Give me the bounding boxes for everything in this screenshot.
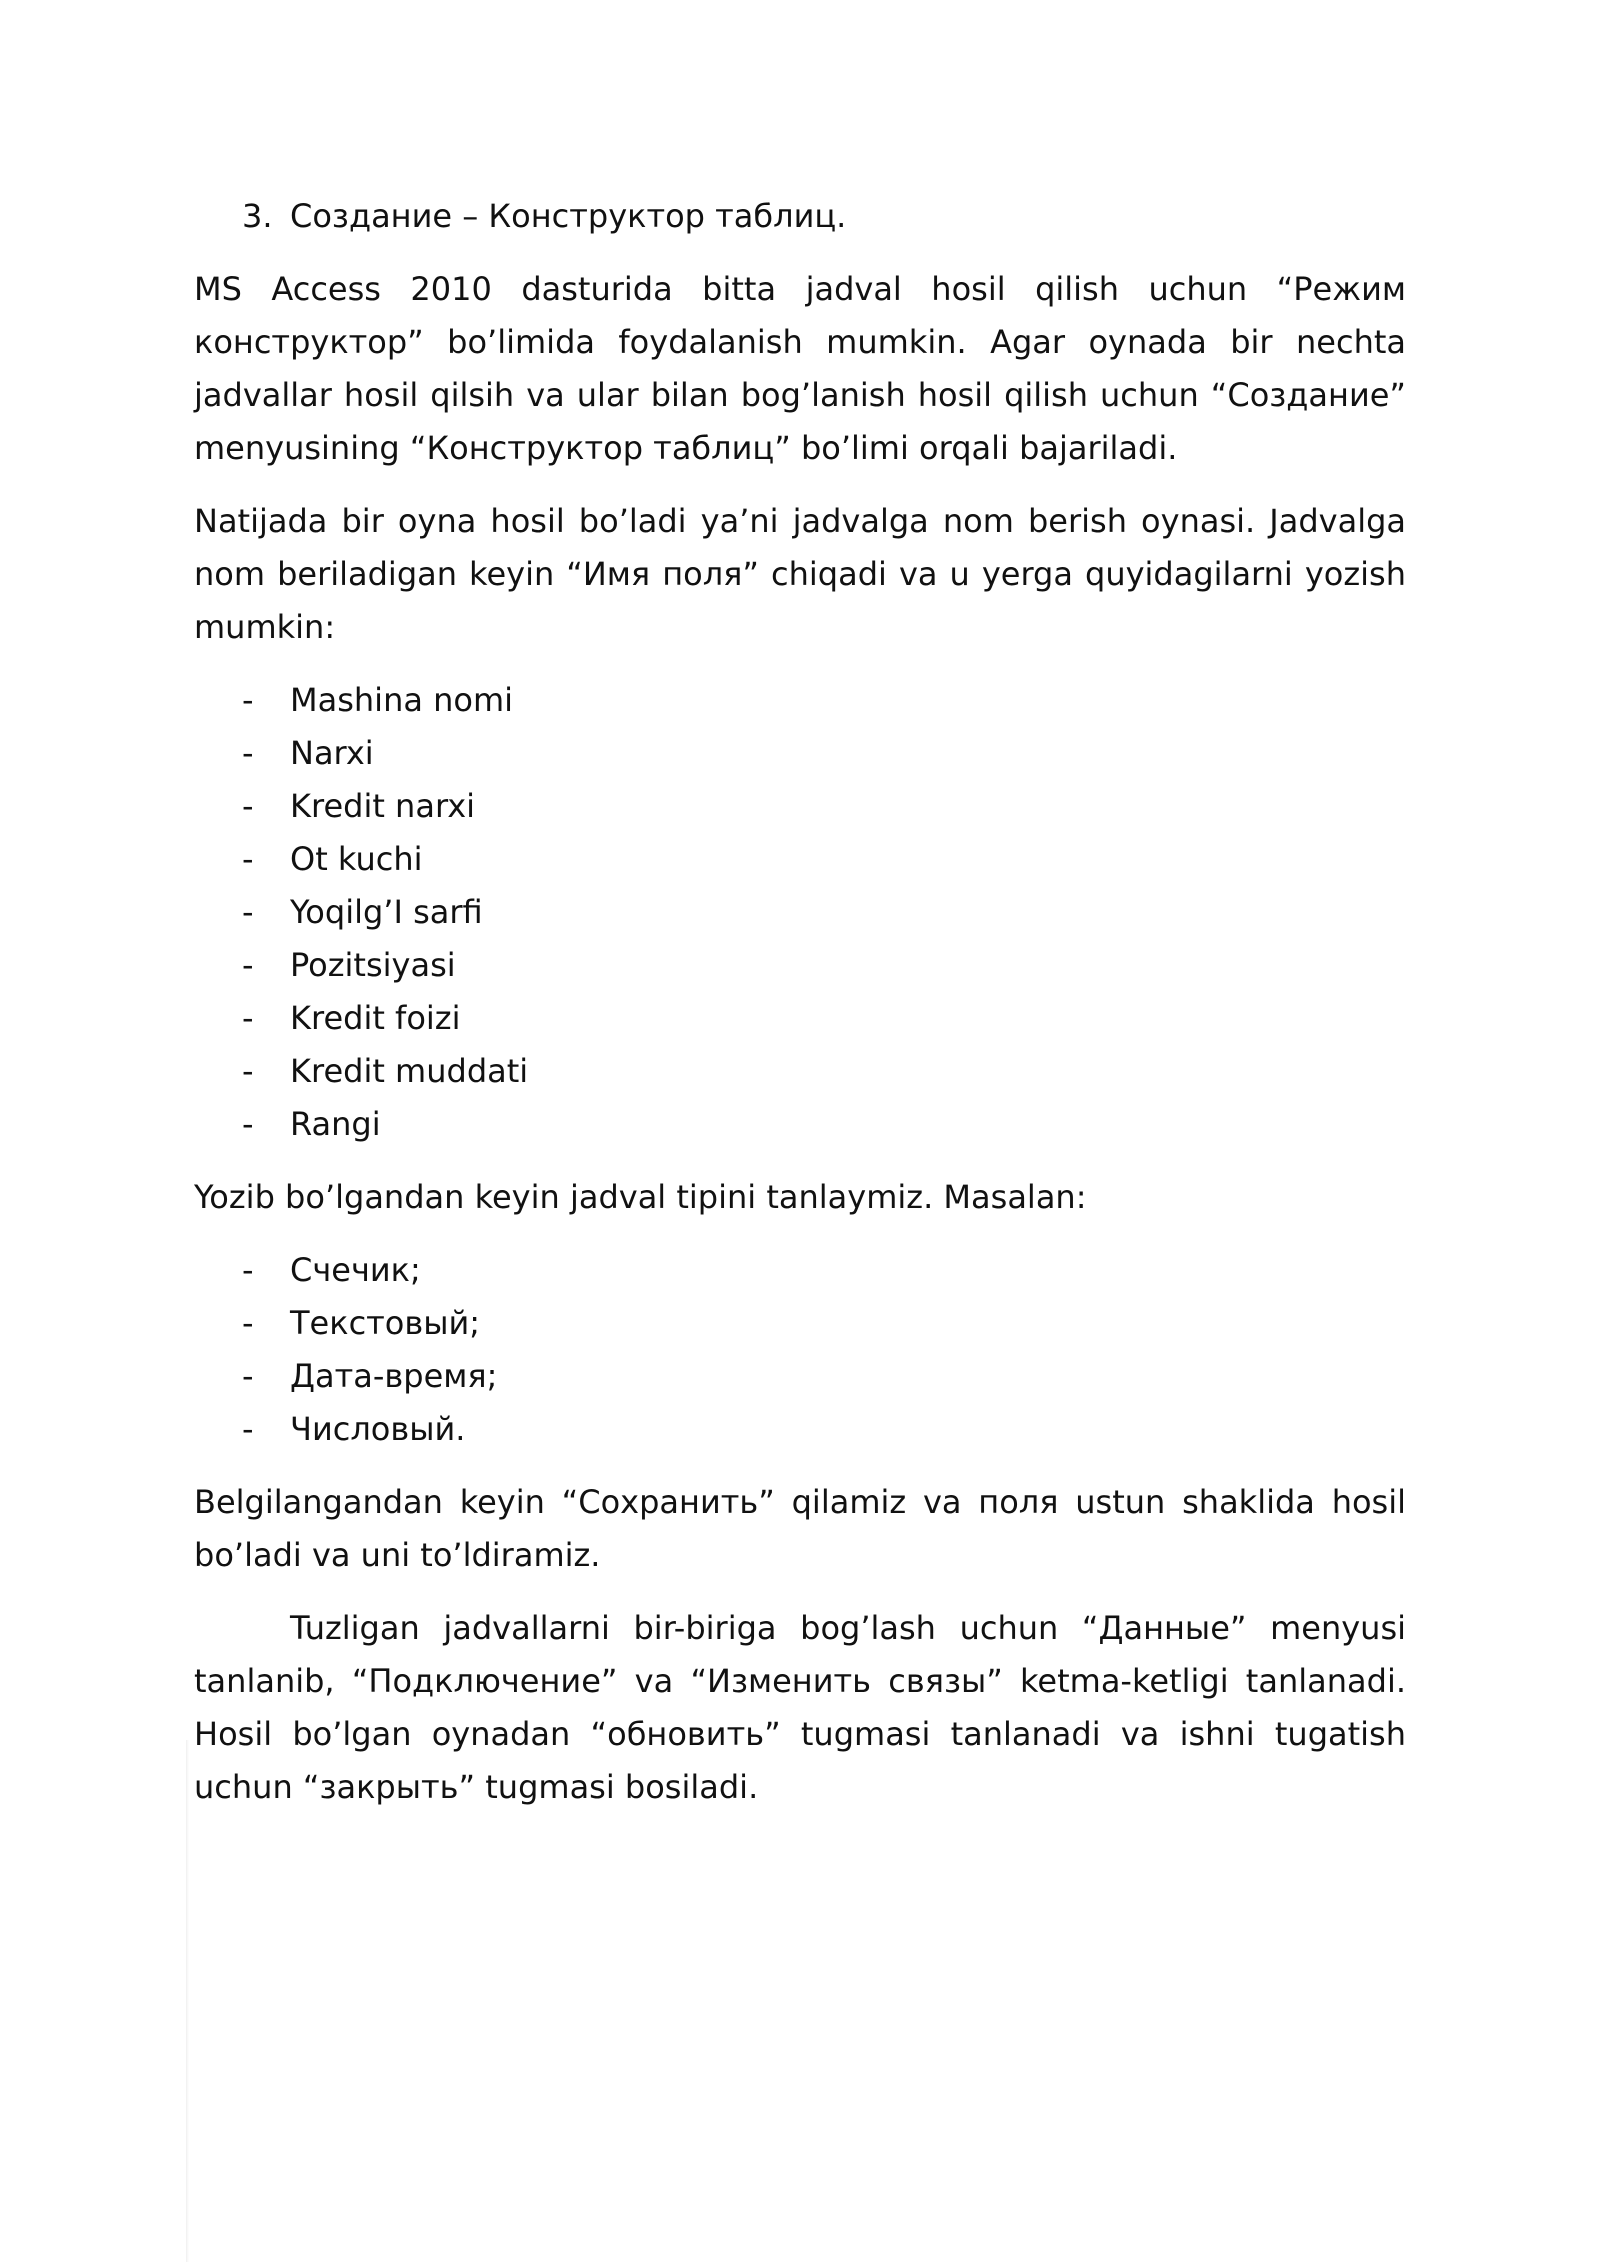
list-dash: - — [242, 1357, 254, 1395]
list-dash: - — [242, 893, 254, 931]
list-item-text: Narxi — [290, 734, 374, 772]
list-dash: - — [242, 1105, 254, 1143]
list-item-text: Ot kuchi — [290, 840, 423, 878]
list-item — [194, 1045, 1406, 1098]
paragraph-relations: Tuzligan jadvallarni bir-biriga bog’lash uchun “Данные” menyusi tanlanib, “Подключение” va “Изменить связы” ketma-ketligi tanlanadi. Hosil bo’lgan oynadan “обновить” tugmasi tanlanadi va ishni tugatish uchun “закрыть” tugmasi bosiladi. — [194, 1609, 1406, 1806]
list-item — [194, 1403, 1406, 1456]
list-dash: - — [242, 787, 254, 825]
section-number: 3. — [242, 197, 273, 235]
list-dash: - — [242, 681, 254, 719]
list-dash: - — [242, 946, 254, 984]
field-names-list — [194, 674, 1406, 1151]
list-item-text: Mashina nomi — [290, 681, 514, 719]
list-dash: - — [242, 1304, 254, 1342]
list-item-text: Текстовый; — [290, 1304, 481, 1342]
list-dash: - — [242, 999, 254, 1037]
field-types-list — [194, 1244, 1406, 1456]
list-dash: - — [242, 840, 254, 878]
page-edge-shadow — [186, 1740, 189, 2262]
paragraph-field-names: Natijada bir oyna hosil bo’ladi ya’ni jadvalga nom berish oynasi. Jadvalga nom beriladigan keyin “Имя поля” chiqadi va u yerga quyidagilarni yozish mumkin: — [194, 502, 1406, 646]
list-item — [194, 939, 1406, 992]
paragraph-save: Belgilangandan keyin “Сохранить” qilamiz va поля ustun shaklida hosil bo’ladi va uni to’ldiramiz. — [194, 1483, 1406, 1574]
list-item-text: Kredit foizi — [290, 999, 461, 1037]
document-body — [194, 190, 1406, 1834]
section-heading — [242, 190, 1406, 243]
list-item-text: Kredit muddati — [290, 1052, 529, 1090]
list-item — [194, 886, 1406, 939]
list-item — [194, 1098, 1406, 1151]
list-item-text: Pozitsiyasi — [290, 946, 456, 984]
list-item-text: Yoqilg’I sarfi — [290, 893, 483, 931]
list-item — [194, 833, 1406, 886]
list-dash: - — [242, 1052, 254, 1090]
list-item — [194, 1350, 1406, 1403]
list-item-text: Дата-время; — [290, 1357, 498, 1395]
section-title: Создание – Конструктор таблиц. — [290, 197, 847, 235]
list-item — [194, 992, 1406, 1045]
paragraph-field-types: Yozib bo’lgandan keyin jadval tipini tanlaymiz. Masalan: — [194, 1178, 1087, 1216]
list-item — [194, 727, 1406, 780]
list-item — [194, 1297, 1406, 1350]
list-item-text: Kredit narxi — [290, 787, 476, 825]
list-item — [194, 674, 1406, 727]
list-dash: - — [242, 734, 254, 772]
list-item-text: Счечик; — [290, 1251, 421, 1289]
paragraph-intro: MS Access 2010 dasturida bitta jadval hosil qilish uchun “Режим конструктор” bo’limida foydalanish mumkin. Agar oynada bir nechta jadvallar hosil qilsih va ular bilan bog’lanish hosil qilish uchun “Создание” menyusining “Конструктор таблиц” bo’limi orqali bajariladi. — [194, 270, 1406, 467]
list-item — [194, 1244, 1406, 1297]
list-item — [194, 780, 1406, 833]
list-dash: - — [242, 1410, 254, 1448]
list-dash: - — [242, 1251, 254, 1289]
list-item-text: Числовый. — [290, 1410, 466, 1448]
list-item-text: Rangi — [290, 1105, 381, 1143]
